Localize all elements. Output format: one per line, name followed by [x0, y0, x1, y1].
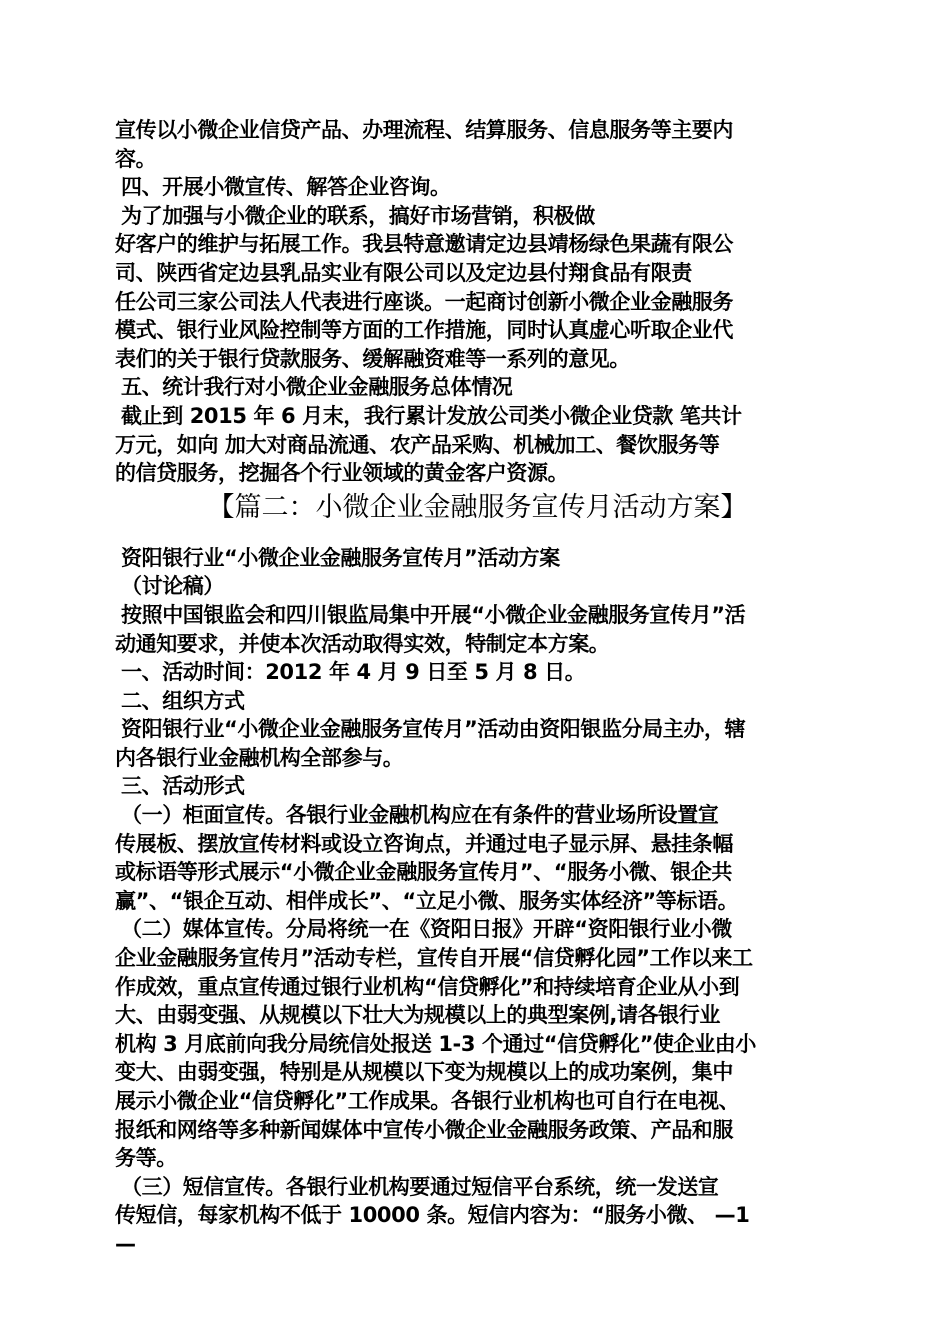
text-line: 传展板、摆放宣传材料或设立咨询点，并通过电子显示屏、悬挂条幅: [115, 831, 733, 856]
section-one: [115, 116, 840, 488]
draft-note: （讨论稿）: [121, 574, 224, 599]
text-line: 赢”、“银企互动、相伴成长”、“立足小微、服务实体经济”等标语。: [115, 888, 739, 913]
text-line: 任公司三家公司法人代表进行座谈。一起商讨创新小微企业金融服务: [115, 289, 733, 314]
text-line: 大、由弱变强、从规模以下壮大为规模以上的典型案例,请各银行业: [115, 1003, 720, 1028]
document-page: [115, 116, 840, 1259]
text-line: 好客户的维护与拓展工作。我县特意邀请定边县靖杨绿色果蔬有限公: [115, 232, 733, 257]
text-line: 容。: [115, 146, 157, 171]
section-two: [115, 544, 840, 1259]
section-heading-four: 四、开展小微宣传、解答企业咨询。: [121, 175, 451, 200]
activity-time: 一、活动时间：2012 年 4 月 9 日至 5 月 8 日。: [121, 660, 586, 685]
text-line: 宣传以小微企业信贷产品、办理流程、结算服务、信息服务等主要内: [115, 118, 733, 142]
text-line: 资阳银行业“小微企业金融服务宣传月”活动由资阳银监分局主办，辖: [121, 717, 746, 742]
text-line: 万元，如向 加大对商品流通、农产品采购、机械加工、餐饮服务等: [115, 432, 720, 457]
text-line: （二）媒体宣传。分局将统一在《资阳日报》开辟“资阳银行业小微: [121, 917, 732, 942]
text-line: 表们的关于银行贷款服务、缓解融资难等一系列的意见。: [115, 346, 630, 371]
text-line: 机构 3 月底前向我分局统信处报送 1-3 个通过“信贷孵化”使企业由小: [115, 1031, 756, 1056]
section-heading-forms: 三、活动形式: [121, 774, 245, 799]
text-line: 传短信，每家机构不低于 10000 条。短信内容为：“服务小微、 —1: [115, 1203, 750, 1228]
chapter-heading: 【篇二：小微企业金融服务宣传月活动方案】: [207, 491, 748, 523]
text-line: （三）短信宣传。各银行业机构要通过短信平台系统，统一发送宣: [121, 1174, 719, 1199]
document-title: 资阳银行业“小微企业金融服务宣传月”活动方案: [121, 545, 560, 570]
section-heading-five: 五、统计我行对小微企业金融服务总体情况: [121, 375, 513, 400]
text-line: 模式、银行业风险控制等方面的工作措施，同时认真虚心听取企业代: [115, 318, 733, 343]
text-line: 司、陕西省定边县乳品实业有限公司以及定边县付翔食品有限责: [115, 260, 692, 285]
text-line: 展示小微企业“信贷孵化”工作成果。各银行业机构也可自行在电视、: [115, 1089, 740, 1113]
text-line: 动通知要求，并使本次活动取得实效，特制定本方案。: [115, 631, 610, 656]
text-line: 的信贷服务，挖掘各个行业领域的黄金客户资源。: [115, 461, 569, 486]
page-number: —: [115, 1231, 136, 1256]
text-line: 变大、由弱变强，特别是从规模以下变为规模以上的成功案例，集中: [115, 1060, 733, 1085]
section-heading-organization: 二、组织方式: [121, 688, 245, 713]
text-line: 或标语等形式展示“小微企业金融服务宣传月”、“服务小微、银企共: [115, 860, 733, 885]
text-line: 内各银行业金融机构全部参与。: [115, 745, 404, 770]
text-line: 为了加强与小微企业的联系，搞好市场营销，积极做: [121, 203, 595, 228]
text-line: 企业金融服务宣传月”活动专栏，宣传自开展“信贷孵化园”工作以来工: [115, 946, 753, 971]
text-line: 截止到 2015 年 6 月末，我行累计发放公司类小微企业贷款 笔共计: [121, 403, 742, 428]
spacer: [115, 536, 840, 544]
text-line: 作成效，重点宣传通过银行业机构“信贷孵化”和持续培育企业从小到: [115, 974, 740, 999]
text-line: 报纸和网络等多种新闻媒体中宣传小微企业金融服务政策、产品和服: [115, 1117, 733, 1142]
text-line: 务等。: [115, 1146, 177, 1171]
text-line: （一）柜面宣传。各银行业金融机构应在有条件的营业场所设置宣: [121, 803, 719, 828]
text-line: 按照中国银监会和四川银监局集中开展“小微企业金融服务宣传月”活: [121, 602, 746, 627]
